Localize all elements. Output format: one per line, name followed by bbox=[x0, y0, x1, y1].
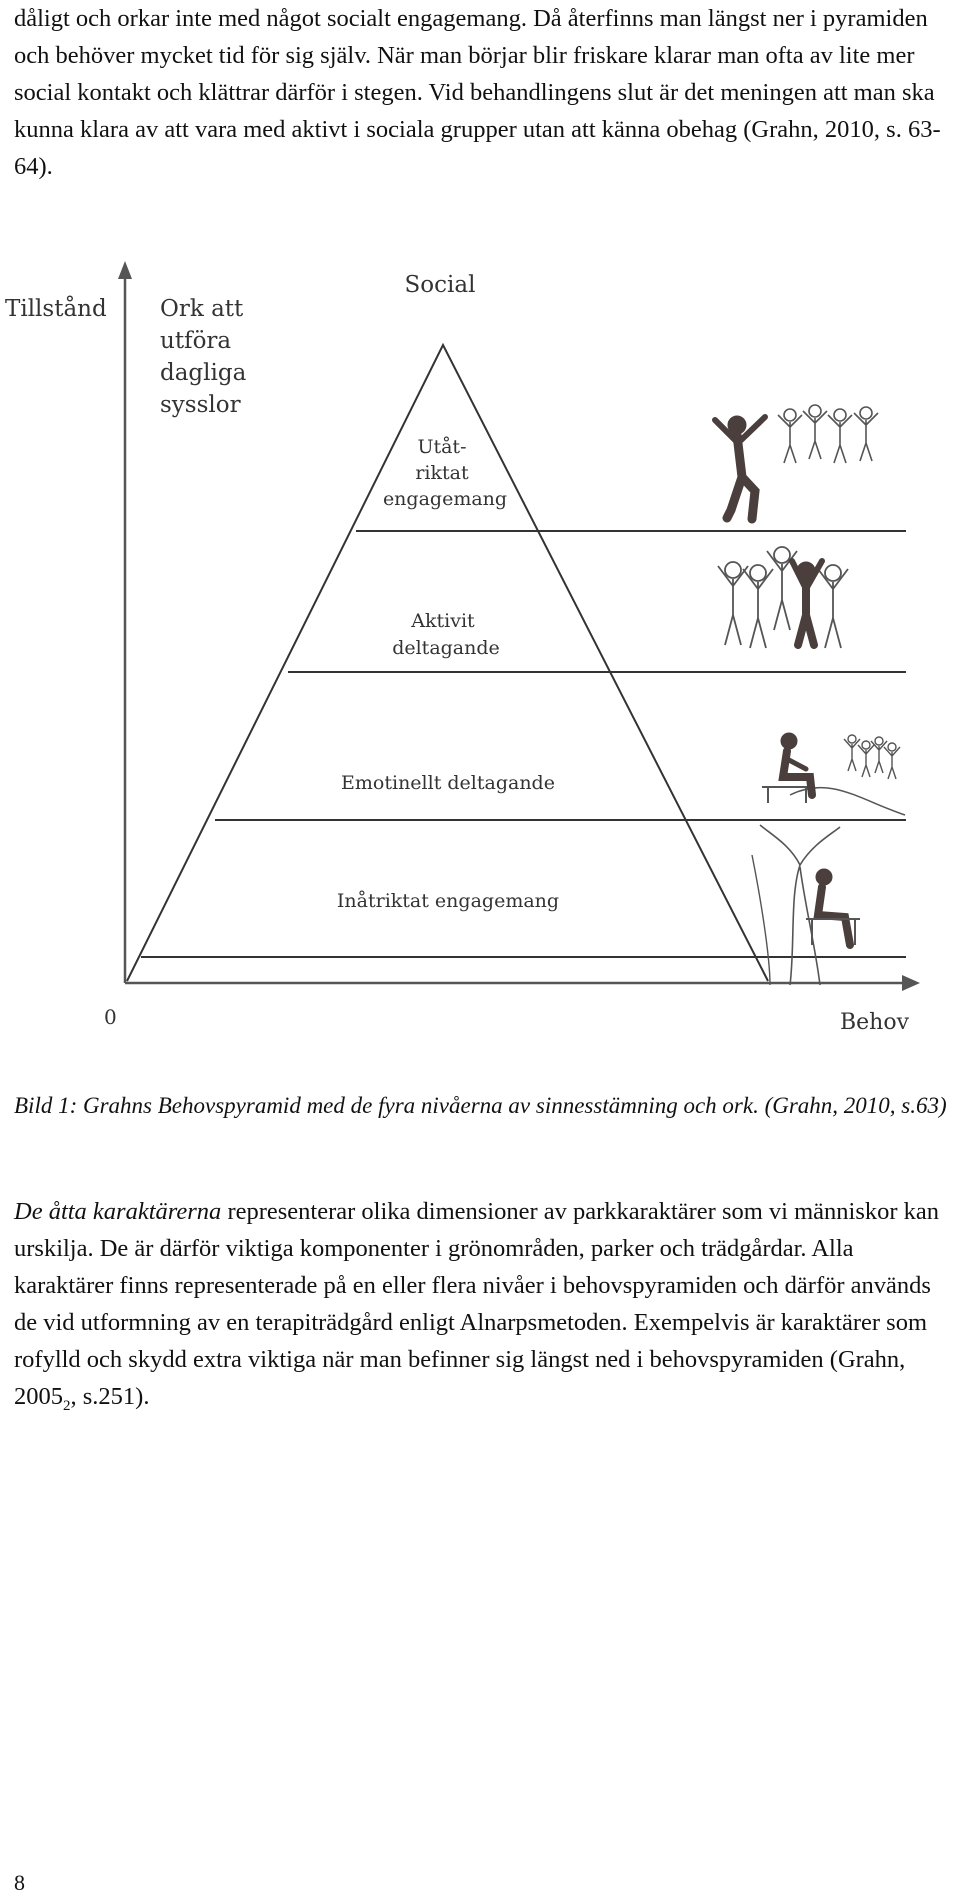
active-group-illustration bbox=[718, 547, 848, 648]
x-axis-arrow bbox=[902, 975, 920, 991]
pyramid-top-label: Social bbox=[404, 272, 476, 298]
page-number: 8 bbox=[14, 1870, 25, 1895]
level-label-inatriktat: Inåtriktat engagemang bbox=[336, 890, 560, 912]
intro-paragraph: dåligt och orkar inte med något socialt engagemang. Då återfinns man längst ner i pyramiden och behöver mycket tid för sig själv. När man börjar blir friskare klarar man ofta av lite mer social kontakt och klättrar därför i stegen. Vid behandlingens slut är det meningen att man ska kunna klara av att vara med aktivt i sociala grupper utan att känna obehag (Grahn, 2010, s. 63-64). bbox=[14, 5, 941, 180]
body-paragraph bbox=[14, 1193, 949, 1425]
level-label-emotinellt: Emotinellt deltagande bbox=[341, 772, 555, 794]
level-label-utatriktat: Utåt- riktat engagemang bbox=[382, 436, 508, 510]
bench-person-illustration bbox=[762, 733, 905, 815]
tree-person-illustration bbox=[752, 825, 860, 985]
x-axis-label: Behov bbox=[840, 1010, 910, 1035]
body-paragraph-text: representerar olika dimensioner av parkkaraktärer som vi människor kan urskilja. De är därför viktiga komponenter i grönområden, parker och trädgårdar. Alla karaktärer finns representerade på en eller flera nivåer i behovspyramiden och därför används de vid utformning av en terapiträdgård enligt Alnarpsmetoden. Exempelvis är karaktärer som rofylld och skydd extra viktiga när man befinner sig längst ned i behovspyramiden (Grahn, 2005 bbox=[14, 1198, 940, 1410]
ork-label: Ork att utföra dagliga sysslor bbox=[160, 296, 247, 418]
y-axis-label: Tillstånd bbox=[5, 296, 107, 322]
level-label-aktivit: Aktivit deltagande bbox=[392, 610, 500, 659]
behovspyramid-figure bbox=[0, 255, 960, 1045]
y-axis-arrow bbox=[118, 261, 132, 279]
citation-subscript: 2 bbox=[63, 1397, 71, 1414]
social-people-illustration bbox=[715, 405, 878, 519]
body-paragraph-lead: De åtta karaktärerna bbox=[14, 1198, 222, 1225]
figure-caption: Bild 1: Grahns Behovspyramid med de fyra nivåerna av sinnesstämning och ork. (Grahn, 2010, s.63) bbox=[14, 1093, 947, 1118]
body-paragraph-tail: , s.251). bbox=[70, 1383, 150, 1410]
origin-label: 0 bbox=[104, 1005, 117, 1029]
